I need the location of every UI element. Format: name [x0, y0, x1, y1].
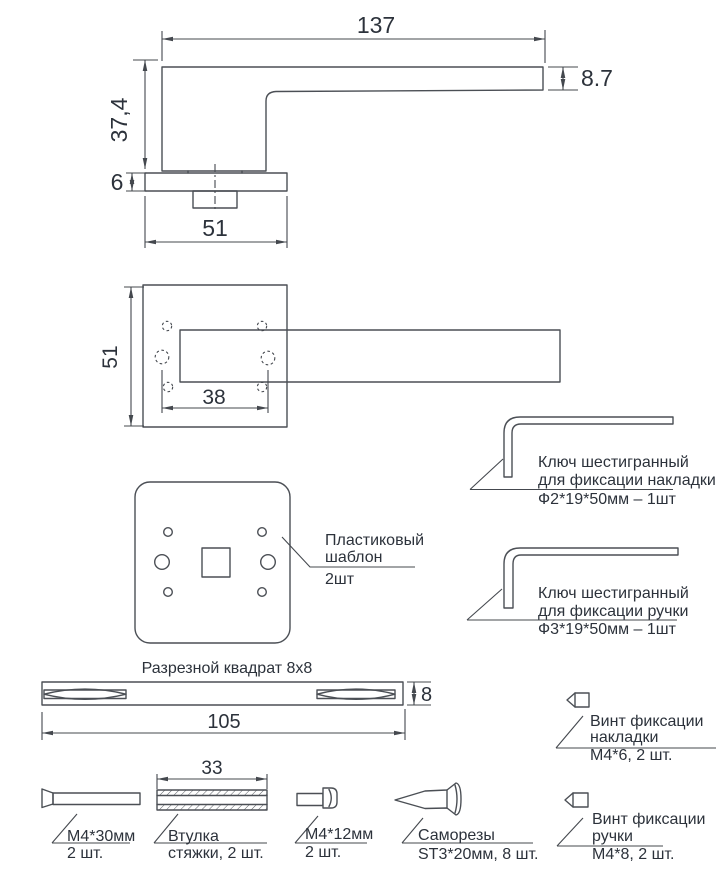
template-plate: [135, 482, 290, 643]
plastic-template-drawing: [135, 482, 424, 643]
dim-lever-thickness: 8.7: [581, 65, 613, 91]
dim-rose-width-top: 51: [99, 345, 122, 369]
sleeve-label2: стяжки, 2 шт.: [168, 845, 264, 862]
spindle-drawing: [42, 660, 432, 740]
set-screw-rose-label2: накладки: [590, 729, 659, 746]
bolt-m4-12-label: М4*12мм: [305, 826, 374, 843]
set-screw-handle-qty: М4*8, 2 шт.: [592, 846, 675, 863]
hex-key-large-line1: Ключ шестигранный: [538, 585, 689, 602]
set-screw-rose-label1: Винт фиксации: [590, 713, 704, 730]
sleeve-item: [154, 758, 267, 862]
hex-key-small-spec: Ф2*19*50мм – 1шт: [538, 491, 676, 508]
set-screw-rose-item: [556, 693, 716, 764]
bolt-m4-12-qty: 2 шт.: [305, 844, 342, 861]
hex-key-small-drawing: [470, 417, 716, 508]
set-screw-handle-label1: Винт фиксации: [592, 811, 706, 828]
sleeve-label1: Втулка: [168, 828, 219, 845]
dim-lever-length: 137: [356, 12, 396, 38]
set-screw-handle-label2: ручки: [592, 828, 633, 845]
template-label-line1: Пластиковый: [325, 532, 425, 549]
set-screw-handle-item: [557, 793, 705, 863]
self-tapping-screw: [395, 783, 461, 815]
bolt-m4-12-shaft: [297, 794, 323, 806]
lever-plan: [180, 330, 560, 382]
dim-sleeve-length: 33: [201, 758, 223, 779]
set-screw-rose-qty: М4*6, 2 шт.: [590, 747, 673, 764]
self-tapping-qty: ST3*20мм, 8 шт.: [418, 846, 539, 863]
template-label-line2: шаблон: [325, 549, 383, 566]
top-view-drawing: [99, 285, 560, 427]
bolt-m4-30-item: [42, 789, 140, 862]
template-square-hole: [202, 548, 230, 577]
bolt-m4-12-item: [295, 788, 373, 861]
side-view-drawing: [106, 12, 613, 248]
hex-key-large-line2: для фиксации ручки: [538, 603, 689, 620]
rose-side: [145, 173, 287, 191]
hex-key-large-drawing: [467, 548, 689, 638]
spindle-bar: [42, 682, 403, 705]
spindle-title: Разрезной квадрат 8x8: [141, 660, 313, 677]
dim-hole-spacing: 38: [202, 386, 226, 409]
hex-key-large-spec: Ф3*19*50мм – 1шт: [538, 621, 676, 638]
dim-spindle-thickness: 8: [421, 684, 433, 706]
bolt-m4-30-head: [42, 789, 53, 808]
set-screw-rose: [567, 693, 589, 707]
handle-profile: [162, 67, 543, 171]
template-quantity: 2шт: [325, 571, 355, 588]
bolt-m4-30-label: М4*30мм: [67, 828, 136, 845]
dim-rose-thickness: 6: [110, 169, 124, 195]
self-tapping-item: [395, 783, 538, 863]
dim-spindle-length: 105: [207, 711, 241, 733]
dim-handle-height: 37,4: [106, 97, 132, 143]
dim-rose-width-side: 51: [202, 215, 228, 241]
self-tapping-label: Саморезы: [418, 827, 495, 844]
hex-key-small-line2: для фиксации накладки: [538, 472, 716, 489]
set-screw-handle: [565, 793, 588, 807]
hex-key-small-line1: Ключ шестигранный: [538, 454, 689, 471]
bolt-m4-30-shaft: [53, 793, 140, 805]
bolt-m4-30-qty: 2 шт.: [67, 845, 104, 862]
